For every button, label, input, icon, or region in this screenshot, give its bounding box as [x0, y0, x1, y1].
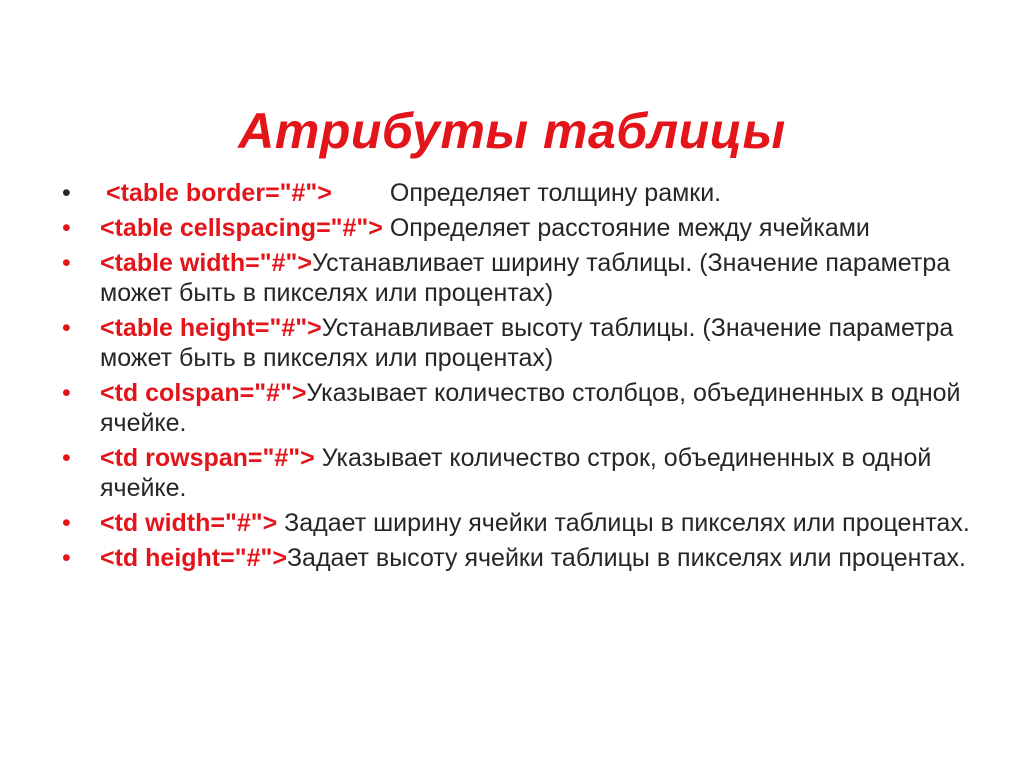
html-tag: <td colspan="#">: [100, 379, 307, 407]
description-text: Задает ширину ячейки таблицы в пикселях или процентах.: [277, 509, 970, 537]
description-text: Указывает количество столбцов, объединенных в одной ячейке.: [100, 379, 961, 437]
list-item: [62, 378, 982, 438]
bullet-icon: •: [62, 249, 71, 277]
bullet-icon: •: [62, 214, 71, 242]
bullet-icon: •: [62, 509, 71, 537]
list-item: [62, 313, 982, 373]
list-item: [62, 213, 982, 243]
bullet-icon: •: [62, 444, 71, 472]
description-text: Устанавливает высоту таблицы. (Значение параметра может быть в пикселях или процентах): [100, 314, 954, 372]
attribute-list: [62, 178, 982, 578]
description-text: Устанавливает ширину таблицы. (Значение параметра может быть в пикселях или процентах): [100, 249, 951, 307]
description-text: Указывает количество строк, объединенных в одной ячейке.: [100, 444, 932, 502]
html-tag: <td height="#">: [100, 544, 287, 572]
bullet-icon: •: [62, 544, 71, 572]
list-item: [62, 543, 982, 573]
html-tag: <td width="#">: [100, 509, 278, 537]
description-text: Определяет толщину рамки.: [389, 179, 722, 207]
html-tag: <td rowspan="#">: [100, 444, 315, 472]
html-tag: <table border="#">: [106, 179, 332, 207]
list-item: [62, 248, 982, 308]
bullet-icon: •: [62, 314, 71, 342]
html-tag: <table height="#">: [100, 314, 322, 342]
html-tag: <table width="#">: [100, 249, 312, 277]
list-item: [62, 443, 982, 503]
bullet-icon: •: [62, 379, 71, 407]
html-tag: <table cellspacing="#">: [100, 214, 383, 242]
slide-title: Атрибуты таблицы: [238, 102, 786, 159]
list-item: [62, 508, 982, 538]
list-item: [62, 178, 982, 208]
description-text: Задает высоту ячейки таблицы в пикселях или процентах.: [286, 544, 966, 572]
description-text: Определяет расстояние между ячейками: [382, 214, 870, 242]
bullet-icon: •: [62, 179, 71, 207]
